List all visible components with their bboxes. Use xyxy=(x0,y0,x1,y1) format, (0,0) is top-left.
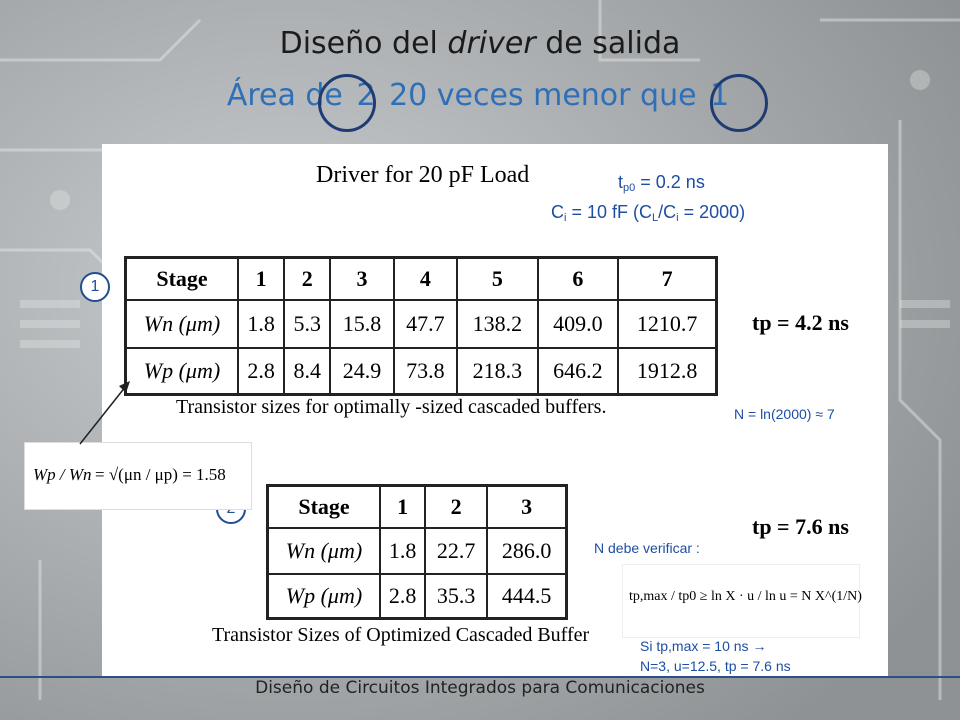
marker-1: 1 xyxy=(80,272,110,302)
highlight-circle-2 xyxy=(318,74,376,132)
figure-panel xyxy=(102,144,888,678)
table-cell: 2.8 xyxy=(380,574,425,618)
table-cell: 138.2 xyxy=(457,300,538,348)
table-header-cell: 5 xyxy=(457,258,538,300)
table1-caption: Transistor sizes for optimally -sized cascaded buffers. xyxy=(176,396,607,418)
title-text-end: de salida xyxy=(535,26,681,61)
highlight-circle-1 xyxy=(710,74,768,132)
table-cell: 22.7 xyxy=(425,528,487,574)
figure-heading: Driver for 20 pF Load xyxy=(316,162,530,188)
subtitle-number-1: 1 xyxy=(710,78,730,113)
table-cell: 73.8 xyxy=(394,348,457,394)
row-label-wn: Wn (μm) xyxy=(126,300,238,348)
verify-formula xyxy=(622,564,860,638)
table1-tp: tp = 4.2 ns xyxy=(752,310,849,335)
table-cell: 8.4 xyxy=(284,348,330,394)
table-cell: 1912.8 xyxy=(618,348,716,394)
stage-table-7 xyxy=(124,256,718,396)
ratio-rhs: = √(μn / μp) = 1.58 xyxy=(95,465,226,484)
table-cell: 1.8 xyxy=(238,300,284,348)
verify-note-1: Si tp,max = 10 ns → xyxy=(640,638,767,654)
footer-text: Diseño de Circuitos Integrados para Comunicaciones xyxy=(255,678,705,698)
table-header-stage: Stage xyxy=(268,486,380,528)
subtitle-text-b: 20 veces menor que xyxy=(379,78,707,113)
table-header-cell: 7 xyxy=(618,258,716,300)
table-cell: 444.5 xyxy=(487,574,566,618)
table-header-cell: 2 xyxy=(284,258,330,300)
table2-caption: Transistor Sizes of Optimized Cascaded Buffer xyxy=(212,624,590,646)
row-label-wp: Wp (μm) xyxy=(126,348,238,394)
subtitle-number-2: 2 xyxy=(356,78,376,113)
verify-note-2: N=3, u=12.5, tp = 7.6 ns xyxy=(640,658,791,674)
table-cell: 35.3 xyxy=(425,574,487,618)
table-cell: 1210.7 xyxy=(618,300,716,348)
subtitle-text-a: Área de xyxy=(226,78,353,113)
verify-formula-text: tp,max / tp0 ≥ ln X · u / ln u = N X^(1/N) xyxy=(629,589,862,604)
table-cell: 286.0 xyxy=(487,528,566,574)
ratio-lhs: Wp / Wn xyxy=(33,465,92,484)
title-text: Diseño del xyxy=(279,26,448,61)
table-cell: 47.7 xyxy=(394,300,457,348)
verify-label: N debe verificar : xyxy=(594,540,700,556)
table-header-cell: 3 xyxy=(330,258,393,300)
table-cell: 409.0 xyxy=(538,300,619,348)
ratio-formula xyxy=(24,442,252,510)
n-note: N = ln(2000) ≈ 7 xyxy=(734,406,835,422)
ci-annotation: $C_i = 10$ fF $(C_L/C_i = 2000)$ xyxy=(551,202,746,224)
table-header-cell: 1 xyxy=(238,258,284,300)
tp0-annotation: $t_{p0} = 0.2$ ns xyxy=(618,172,705,194)
table-cell: 24.9 xyxy=(330,348,393,394)
table2-tp: tp = 7.6 ns xyxy=(752,514,849,539)
table-header-stage: Stage xyxy=(126,258,238,300)
table-header-cell: 1 xyxy=(380,486,425,528)
stage-table-3 xyxy=(266,484,568,620)
table-header-cell: 2 xyxy=(425,486,487,528)
title-emphasis: driver xyxy=(447,26,536,61)
table-cell: 646.2 xyxy=(538,348,619,394)
table-cell: 218.3 xyxy=(457,348,538,394)
row-label-wn: Wn (μm) xyxy=(268,528,380,574)
table-cell: 5.3 xyxy=(284,300,330,348)
table-header-cell: 4 xyxy=(394,258,457,300)
slide-title xyxy=(0,26,960,61)
row-label-wp: Wp (μm) xyxy=(268,574,380,618)
table-cell: 1.8 xyxy=(380,528,425,574)
table-header-cell: 3 xyxy=(487,486,566,528)
table-cell: 2.8 xyxy=(238,348,284,394)
slide-subtitle xyxy=(0,78,960,113)
table-cell: 15.8 xyxy=(330,300,393,348)
table-header-cell: 6 xyxy=(538,258,619,300)
